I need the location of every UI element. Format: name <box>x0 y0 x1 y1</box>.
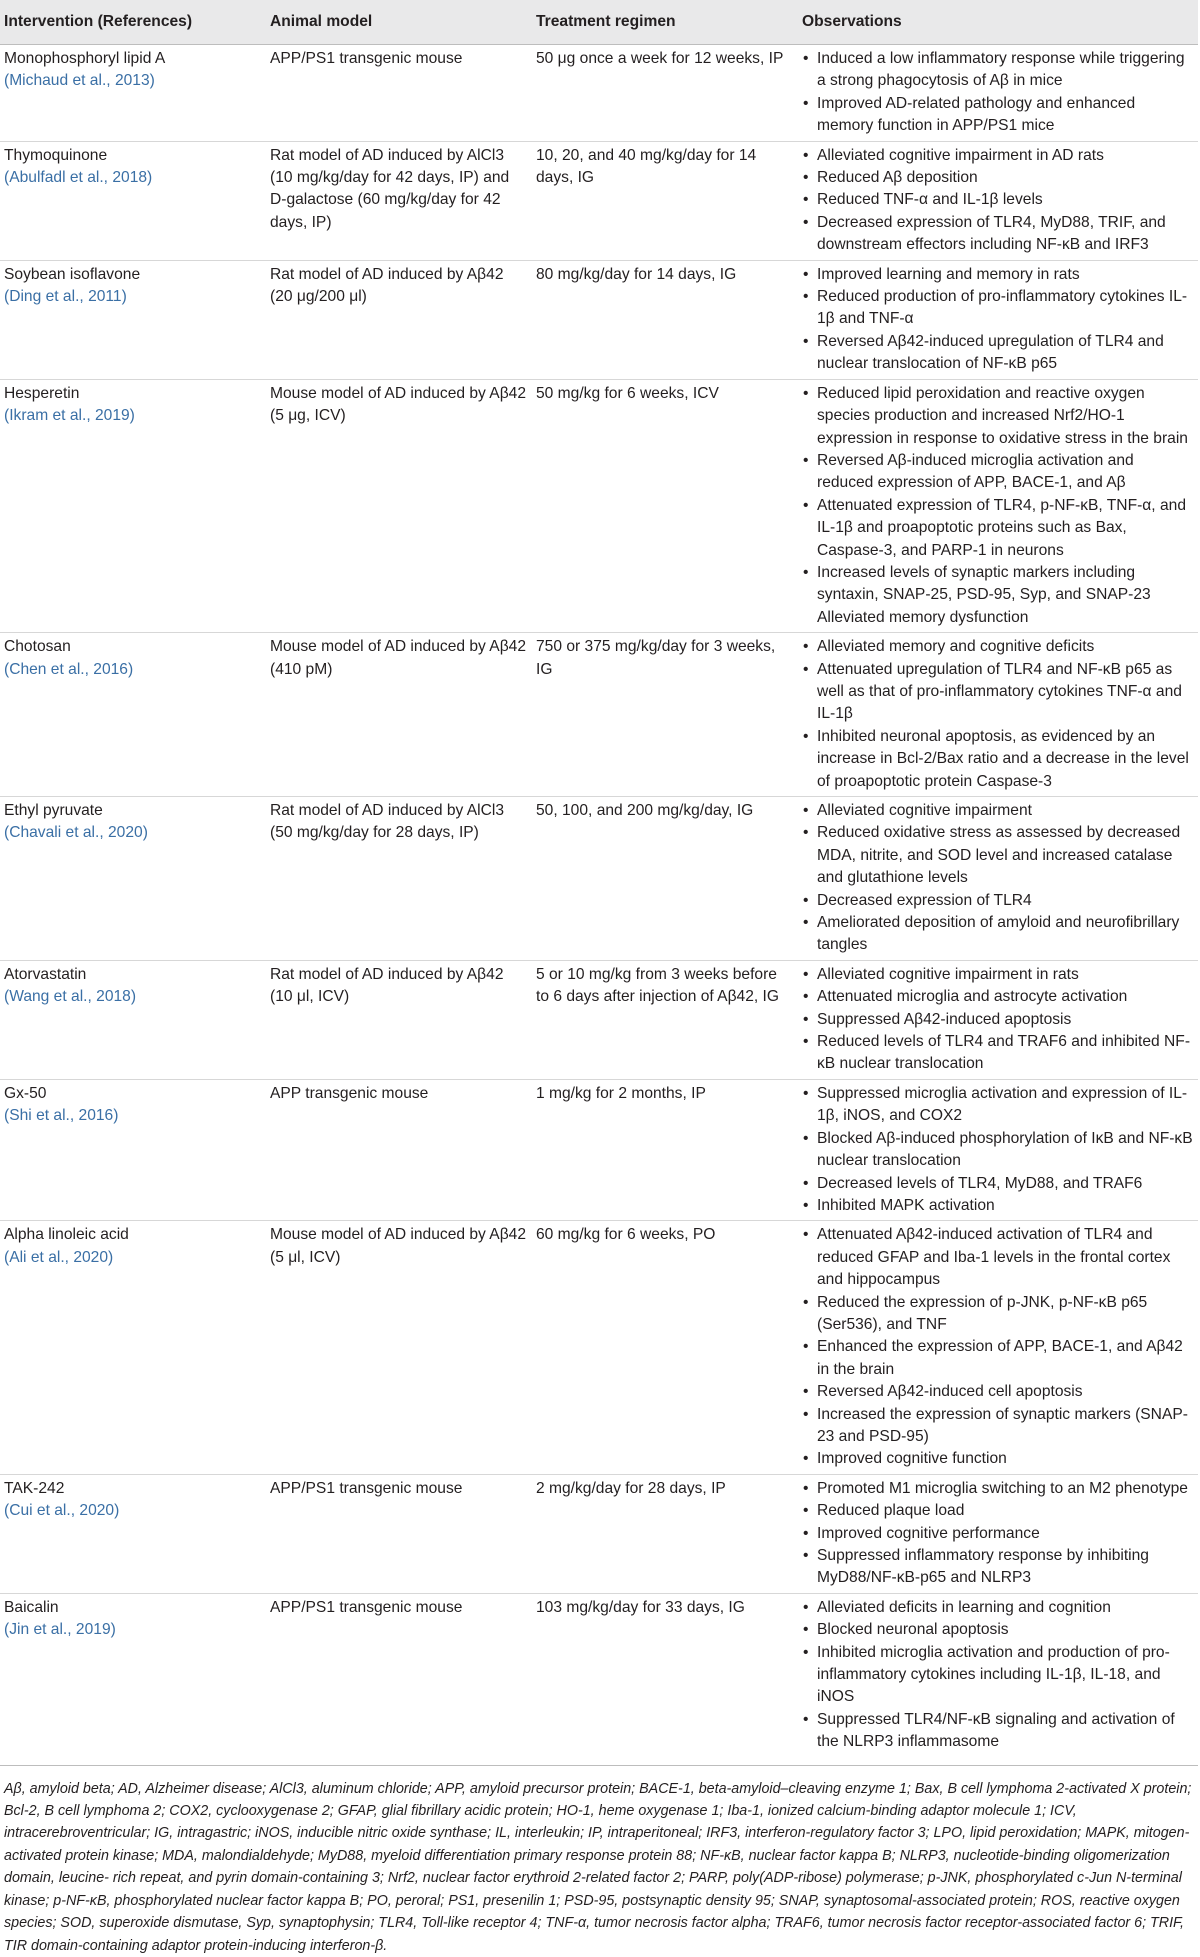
observation-item: • Attenuated microglia and astrocyte activation <box>802 986 1194 1008</box>
observation-item: • Attenuated expression of TLR4, p-NF-κB, TNF-α, and IL-1β and proapoptotic proteins such as Bax, Caspase-3, and PARP-1 in neurons <box>802 495 1194 562</box>
table-body <box>0 45 1198 1757</box>
observation-item: Alleviated memory dysfunction <box>817 608 1029 626</box>
intervention-name: Hesperetin <box>4 384 80 402</box>
observation-item: • Enhanced the expression of APP, BACE-1, and Aβ42 in the brain <box>802 1336 1194 1381</box>
treatment-regimen-cell: 50, 100, and 200 mg/kg/day, IG <box>536 802 754 819</box>
observations-list <box>802 145 1194 257</box>
treatment-regimen-cell: 10, 20, and 40 mg/kg/day for 14 days, IG <box>536 146 757 187</box>
table-row <box>0 1079 1198 1220</box>
observation-item: • Ameliorated deposition of amyloid and neurofibrillary tangles <box>802 912 1194 957</box>
observations-list <box>802 800 1194 957</box>
animal-model-cell: APP/PS1 transgenic mouse <box>270 1479 463 1497</box>
observation-item: • Inhibited MAPK activation <box>802 1195 1194 1217</box>
intervention-cell <box>0 633 266 797</box>
animal-model-cell: Rat model of AD induced by Aβ42 (20 μg/200 μl) <box>270 265 504 306</box>
table-row <box>0 1474 1198 1593</box>
observation-item: • Blocked neuronal apoptosis <box>802 1619 1194 1641</box>
observation-item: • Improved cognitive function <box>802 1448 1194 1470</box>
intervention-reference: (Wang et al., 2018) <box>4 988 137 1006</box>
observation-item: • Suppressed microglia activation and expression of IL-1β, iNOS, and COX2 <box>802 1083 1194 1128</box>
intervention-name: Baicalin <box>4 1598 59 1616</box>
intervention-reference: (Chavali et al., 2020) <box>4 824 148 842</box>
observation-item: • Reversed Aβ42-induced upregulation of TLR4 and nuclear translocation of NF-κB p65 <box>802 331 1194 376</box>
observation-item: • Decreased expression of TLR4, MyD88, TRIF, and downstream effectors including NF-κB and IRF3 <box>802 212 1194 257</box>
table-row <box>0 1593 1198 1756</box>
header-intervention: Intervention (References) <box>0 0 266 45</box>
intervention-cell <box>0 1474 266 1593</box>
header-treatment-regimen: Treatment regimen <box>532 0 798 45</box>
animal-model-cell: Mouse model of AD induced by Aβ42 (410 pM) <box>270 638 527 678</box>
observations-list <box>802 964 1194 1076</box>
treatment-regimen-cell: 50 μg once a week for 12 weeks, IP <box>536 50 784 67</box>
intervention-cell <box>0 1593 266 1756</box>
observations-list <box>802 264 1194 376</box>
intervention-cell <box>0 260 266 379</box>
table-row <box>0 1221 1198 1474</box>
observation-item: • Improved AD-related pathology and enhanced memory function in APP/PS1 mice <box>802 93 1194 138</box>
animal-model-cell: APP/PS1 transgenic mouse <box>270 1598 463 1616</box>
observation-item: • Reversed Aβ-induced microglia activation and reduced expression of APP, BACE-1, and Aβ <box>802 450 1194 495</box>
observation-item: • Decreased expression of TLR4 <box>802 890 1194 912</box>
observations-cell <box>798 960 1198 1079</box>
treatment-regimen-cell: 2 mg/kg/day for 28 days, IP <box>536 1479 726 1497</box>
intervention-cell <box>0 141 266 260</box>
observations-list <box>802 383 1194 629</box>
animal-model-cell: Mouse model of AD induced by Aβ42 (5 μg, ICV) <box>270 384 527 425</box>
observation-item: • Inhibited microglia activation and production of pro-inflammatory cytokines including IL-1β, IL-18, and iNOS <box>802 1642 1194 1709</box>
intervention-reference: (Chen et al., 2016) <box>4 660 134 678</box>
animal-model-cell: Rat model of AD induced by AlCl3 (50 mg/kg/day for 28 days, IP) <box>270 802 505 842</box>
observation-item: • Increased levels of synaptic markers including syntaxin, SNAP-25, PSD-95, Syp, and SNAP-23 <box>802 562 1194 607</box>
observations-list <box>802 1083 1194 1217</box>
table-header-row <box>0 0 1198 45</box>
table-row <box>0 960 1198 1079</box>
observations-cell <box>798 1221 1198 1474</box>
intervention-name: Gx-50 <box>4 1084 47 1102</box>
intervention-reference: (Abulfadl et al., 2018) <box>4 169 153 187</box>
observation-item: • Attenuated Aβ42-induced activation of TLR4 and reduced GFAP and Iba-1 levels in the frontal cortex and hippocampus <box>802 1224 1194 1291</box>
intervention-cell <box>0 960 266 1079</box>
observation-item: • Reduced the expression of p-JNK, p-NF-κB p65 (Ser536), and TNF <box>802 1292 1194 1337</box>
table-row <box>0 45 1198 142</box>
animal-model-cell: APP transgenic mouse <box>270 1084 429 1102</box>
observation-item: • Induced a low inflammatory response while triggering a strong phagocytosis of Aβ in mice <box>802 48 1194 93</box>
animal-model-cell: Mouse model of AD induced by Aβ42 (5 μl, ICV) <box>270 1226 527 1266</box>
intervention-name: Soybean isoflavone <box>4 265 141 283</box>
observation-item: • Alleviated deficits in learning and cognition <box>802 1597 1194 1619</box>
observations-cell <box>798 260 1198 379</box>
intervention-cell <box>0 1079 266 1220</box>
animal-model-cell: APP/PS1 transgenic mouse <box>270 50 463 67</box>
observation-item: • Reversed Aβ42-induced cell apoptosis <box>802 1381 1194 1403</box>
observation-item: • Inhibited neuronal apoptosis, as evidenced by an increase in Bcl-2/Bax ratio and a decrease in the level of proapoptotic protein Caspase-3 <box>802 726 1194 793</box>
intervention-reference: (Ali et al., 2020) <box>4 1248 114 1266</box>
intervention-reference: (Jin et al., 2019) <box>4 1621 116 1639</box>
observation-item: • Decreased levels of TLR4, MyD88, and TRAF6 <box>802 1173 1194 1195</box>
treatment-regimen-cell: 80 mg/kg/day for 14 days, IG <box>536 265 737 283</box>
table-footnote: Aβ, amyloid beta; AD, Alzheimer disease; AlCl3, aluminum chloride; APP, amyloid precursor protein; BACE-1, beta-amyloid–cleaving enzyme 1; Bax, B cell lymphoma 2-activated X protein; Bcl-2, B cell lymphoma 2; COX2, cyclooxygenase 2; GFAP, glial fibrillary acidic protein; HO-1, heme oxygenase 1; Iba-1, ionized calcium-binding adaptor molecule 1; ICV, intracerebroventricular; IG, intragastric; iNOS, inducible nitric oxide synthase; IL, interleukin; IP, intraperitoneal; IRF3, interferon-regulatory factor 3; LPO, lipid peroxidation; MAPK, mitogen-activated protein kinase; MDA, malondialdehyde; MyD88, myeloid differentiation primary response protein 88; NF-κB, nuclear factor kappa B; NLRP3, nucleotide-binding oligomerization domain, leucine- rich repeat, and pyrin domain-containing 3; Nrf2, nuclear factor erythroid 2-related factor 2; PARP, poly(ADP-ribose) polymerase; p-JNK, phosphorylated c-Jun N-terminal kinase; p-NF-κB, phosphorylated nuclear factor kappa B; PO, peroral; PS1, presenilin 1; PSD-95, postsynaptic density 95; SNAP, synaptosomal-associated protein; ROS, reactive oxygen species; SOD, superoxide dismutase, Syp, synaptophysin; TLR4, Toll-like receptor 4; TNF-α, tumor necrosis factor alpha; TRAF6, tumor necrosis factor receptor-associated factor 6; TRIF, TIR domain-containing adaptor protein-inducing interferon-β. <box>0 1765 1198 1957</box>
observation-item: • Alleviated cognitive impairment in AD rats <box>802 145 1194 167</box>
observation-item: • Alleviated cognitive impairment <box>802 800 1194 822</box>
observation-item: • Suppressed Aβ42-induced apoptosis <box>802 1009 1194 1031</box>
intervention-reference: (Michaud et al., 2013) <box>4 72 155 90</box>
observation-item: • Promoted M1 microglia switching to an M2 phenotype <box>802 1478 1194 1500</box>
observations-cell <box>798 45 1198 142</box>
treatment-regimen-cell: 103 mg/kg/day for 33 days, IG <box>536 1598 745 1616</box>
observations-list <box>802 1597 1194 1754</box>
intervention-name: Chotosan <box>4 638 71 656</box>
observation-item: • Reduced lipid peroxidation and reactive oxygen species production and increased Nrf2/HO-1 expression in response to oxidative stress in the brain <box>802 383 1194 450</box>
intervention-cell <box>0 379 266 632</box>
observations-list <box>802 636 1194 793</box>
observations-list <box>802 48 1194 138</box>
observation-item: • Alleviated cognitive impairment in rats <box>802 964 1194 986</box>
treatment-regimen-cell: 750 or 375 mg/kg/day for 3 weeks, IG <box>536 638 776 678</box>
intervention-reference: (Cui et al., 2020) <box>4 1502 120 1520</box>
observation-item: • Attenuated upregulation of TLR4 and NF-κB p65 as well as that of pro-inflammatory cytokines TNF-α and IL-1β <box>802 659 1194 726</box>
treatment-regimen-cell: 1 mg/kg for 2 months, IP <box>536 1084 706 1102</box>
animal-model-cell: Rat model of AD induced by Aβ42 (10 μl, ICV) <box>270 965 504 1006</box>
observations-cell <box>798 1474 1198 1593</box>
observation-item: • Reduced Aβ deposition <box>802 167 1194 189</box>
treatment-regimen-cell: 50 mg/kg for 6 weeks, ICV <box>536 384 719 402</box>
observations-list <box>802 1478 1194 1590</box>
treatment-regimen-cell: 60 mg/kg for 6 weeks, PO <box>536 1226 716 1244</box>
intervention-name: Ethyl pyruvate <box>4 802 103 819</box>
observations-list <box>802 1224 1194 1470</box>
treatment-regimen-cell: 5 or 10 mg/kg from 3 weeks before to 6 days after injection of Aβ42, IG <box>536 965 780 1006</box>
intervention-reference: (Shi et al., 2016) <box>4 1107 119 1125</box>
intervention-name: TAK-242 <box>4 1479 65 1497</box>
intervention-reference: (Ikram et al., 2019) <box>4 407 135 425</box>
observation-item: • Reduced TNF-α and IL-1β levels <box>802 189 1194 211</box>
table-row <box>0 260 1198 379</box>
observation-item: • Suppressed TLR4/NF-κB signaling and activation of the NLRP3 inflammasome <box>802 1709 1194 1754</box>
observation-item: • Improved learning and memory in rats <box>802 264 1194 286</box>
observation-item: • Reduced levels of TLR4 and TRAF6 and inhibited NF-κB nuclear translocation <box>802 1031 1194 1076</box>
intervention-reference: (Ding et al., 2011) <box>4 288 127 306</box>
intervention-name: Atorvastatin <box>4 965 87 983</box>
intervention-name: Monophosphoryl lipid A <box>4 50 166 67</box>
observations-cell <box>798 633 1198 797</box>
observation-item: • Reduced production of pro-inflammatory cytokines IL-1β and TNF-α <box>802 286 1194 331</box>
observations-cell <box>798 141 1198 260</box>
intervention-cell <box>0 45 266 142</box>
table-row <box>0 633 1198 797</box>
intervention-cell <box>0 1221 266 1474</box>
observations-cell <box>798 797 1198 961</box>
observation-item: • Suppressed inflammatory response by inhibiting MyD88/NF-κB-p65 and NLRP3 <box>802 1545 1194 1590</box>
table-row <box>0 141 1198 260</box>
observation-item: • Blocked Aβ-induced phosphorylation of IκB and NF-κB nuclear translocation <box>802 1128 1194 1173</box>
table-row <box>0 379 1198 632</box>
observations-cell <box>798 379 1198 632</box>
header-observations: Observations <box>798 0 1198 45</box>
observation-item: • Reduced plaque load <box>802 1500 1194 1522</box>
observations-cell <box>798 1079 1198 1220</box>
observation-item: • Alleviated memory and cognitive deficits <box>802 636 1194 658</box>
observation-item: • Improved cognitive performance <box>802 1523 1194 1545</box>
header-animal-model: Animal model <box>266 0 532 45</box>
intervention-name: Thymoquinone <box>4 146 108 164</box>
observation-item: • Increased the expression of synaptic markers (SNAP-23 and PSD-95) <box>802 1404 1194 1449</box>
observation-item: • Reduced oxidative stress as assessed by decreased MDA, nitrite, and SOD level and increased catalase and glutathione levels <box>802 822 1194 889</box>
intervention-cell <box>0 797 266 961</box>
animal-model-cell: Rat model of AD induced by AlCl3 (10 mg/kg/day for 42 days, IP) and D-galactose (60 mg/kg/day for 42 days, IP) <box>270 146 510 231</box>
intervention-name: Alpha linoleic acid <box>4 1226 129 1244</box>
observations-cell <box>798 1593 1198 1756</box>
table-row <box>0 797 1198 961</box>
